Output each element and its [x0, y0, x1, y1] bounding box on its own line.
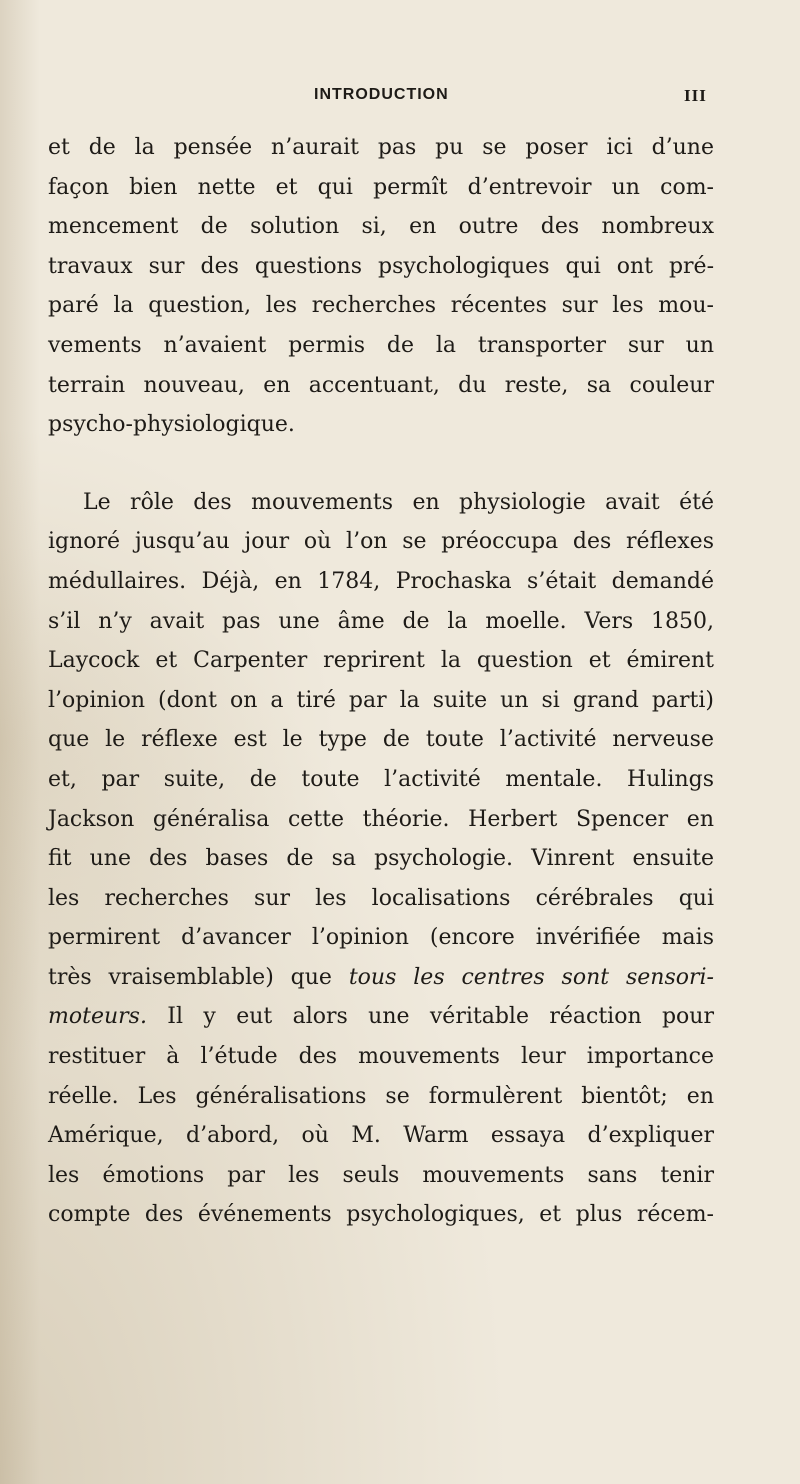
- running-title: INTRODUCTION: [314, 86, 449, 103]
- italic-phrase: moteurs.: [48, 1004, 147, 1030]
- text-line: [48, 958, 714, 998]
- text-line: l’opinion (dont on a tiré par la suite un si grand parti): [48, 687, 714, 713]
- text-line: restituer à l’étude des mouvements leur importance: [48, 1044, 714, 1070]
- body-text: [48, 128, 714, 1235]
- italic-phrase: tous les centres sont sensori-: [348, 964, 714, 990]
- text-line: médullaires. Déjà, en 1784, Prochaska s’était demandé: [48, 568, 714, 594]
- text-line: Jackson généralisa cette théorie. Herbert Spencer en: [48, 806, 714, 832]
- text-line: [48, 997, 714, 1037]
- text-line: et de la pensée n’aurait pas pu se poser ici d’une: [48, 135, 714, 160]
- text-line: Laycock et Carpenter reprirent la question et émirent: [48, 648, 714, 674]
- text-line: les émotions par les seuls mouvements sans tenir: [48, 1162, 714, 1188]
- text-line: Le rôle des mouvements en physiologie avait été: [83, 489, 714, 515]
- text-line: compte des événements psychologiques, et plus récem-: [48, 1202, 714, 1228]
- text-line: que le réflexe est le type de toute l’activité nerveuse: [48, 727, 714, 753]
- text-segment: Il y eut alors une véritable réaction pour: [146, 1004, 714, 1030]
- paragraph-2: [48, 483, 714, 1235]
- paragraph-1: [48, 128, 714, 445]
- text-line: et, par suite, de toute l’activité mentale. Hulings: [48, 766, 714, 792]
- text-line: fit une des bases de sa psychologie. Vinrent ensuite: [48, 846, 714, 872]
- text-line: s’il n’y avait pas une âme de la moelle. Vers 1850,: [48, 608, 714, 634]
- text-line: psycho-physiologique.: [48, 412, 295, 438]
- page-number: III: [684, 86, 707, 105]
- text-line: permirent d’avancer l’opinion (encore invérifiée mais: [48, 925, 714, 951]
- paragraph-gap: [48, 445, 714, 483]
- text-line: terrain nouveau, en accentuant, du reste, sa couleur: [48, 372, 714, 398]
- text-segment: très vraisemblable) que: [48, 964, 349, 990]
- text-line: Amérique, d’abord, où M. Warm essaya d’expliquer: [48, 1123, 714, 1149]
- text-line: travaux sur des questions psychologiques qui ont pré-: [48, 253, 714, 279]
- text-line: mencement de solution si, en outre des nombreux: [48, 214, 714, 240]
- text-line: ignoré jusqu’au jour où l’on se préoccupa des réflexes: [48, 529, 714, 555]
- text-line: paré la question, les recherches récentes sur les mou-: [48, 293, 714, 319]
- text-line: façon bien nette et qui permît d’entrevoir un com-: [48, 174, 714, 200]
- text-line: les recherches sur les localisations cérébrales qui: [48, 885, 714, 911]
- text-line: vements n’avaient permis de la transporter sur un: [48, 332, 714, 358]
- text-line: réelle. Les généralisations se formulèrent bientôt; en: [48, 1083, 714, 1109]
